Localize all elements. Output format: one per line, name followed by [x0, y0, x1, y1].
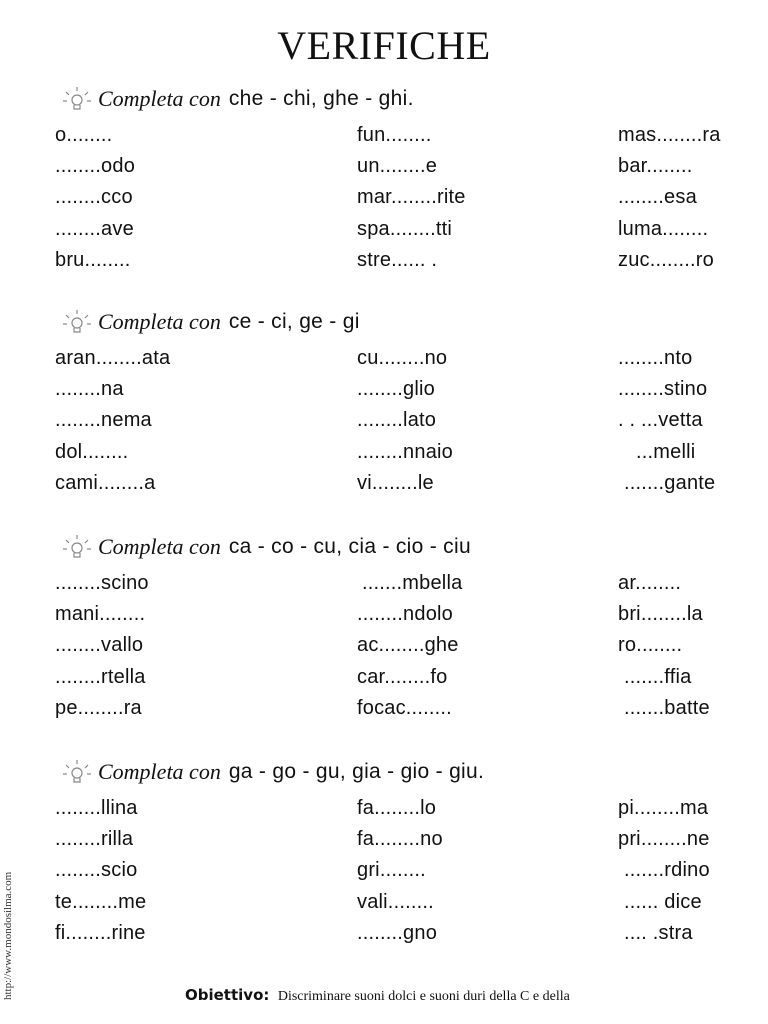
word-blank: pi........ma: [618, 797, 709, 819]
word-blank: vali........: [357, 890, 434, 913]
word-blank: stre...... .: [357, 248, 438, 271]
heading-instruction: Completa con: [98, 86, 221, 111]
word-blank: spa........tti: [357, 217, 453, 240]
word-blank: cu........no: [357, 347, 448, 369]
heading-syllables: che - chi, ghe - ghi.: [228, 87, 414, 110]
word-row: [0, 374, 768, 405]
word-blank: dol........: [55, 440, 129, 463]
word-row: [0, 887, 768, 918]
heading-instruction: Completa con: [98, 759, 221, 784]
exercise-heading: [60, 84, 414, 114]
word-blank: ........na: [55, 378, 124, 401]
word-blank: ........gno: [357, 921, 438, 944]
word-blank: bri........la: [618, 603, 703, 626]
word-blank: ........scino: [55, 572, 149, 594]
lightbulb-icon: [60, 757, 94, 787]
word-blank: gri........: [357, 859, 426, 882]
word-blank: ........stino: [618, 378, 708, 401]
source-url: http://www.mondosilma.com: [2, 871, 14, 1000]
word-blank: fa........lo: [357, 797, 437, 819]
word-blank: ........lato: [357, 409, 437, 432]
word-row: [0, 662, 768, 693]
word-blank: .......batte: [624, 696, 710, 719]
lightbulb-icon: [60, 532, 94, 562]
word-blank: fun........: [357, 124, 432, 146]
objective-label: Obiettivo:: [185, 986, 270, 1004]
word-blank: mani........: [55, 603, 146, 626]
word-grid: [0, 793, 768, 949]
word-row: [0, 855, 768, 886]
word-blank: ........nema: [55, 409, 152, 432]
word-row: [0, 599, 768, 630]
lightbulb-icon: [60, 307, 94, 337]
word-blank: mar........rite: [357, 186, 466, 209]
heading-syllables: ce - ci, ge - gi: [228, 310, 360, 333]
word-blank: mas........ra: [618, 124, 721, 146]
word-blank: ........glio: [357, 378, 435, 401]
word-grid: [0, 120, 768, 276]
word-row: [0, 437, 768, 468]
word-row: [0, 918, 768, 949]
word-row: [0, 793, 768, 824]
word-blank: .......mbella: [362, 572, 463, 594]
word-blank: car........fo: [357, 665, 448, 688]
word-blank: ...melli: [636, 440, 696, 463]
word-blank: fi........rine: [55, 921, 146, 944]
heading-syllables: ca - co - cu, cia - cio - ciu: [228, 535, 471, 558]
word-blank: fa........no: [357, 828, 443, 851]
word-blank: ........scio: [55, 859, 138, 882]
lightbulb-icon: [60, 84, 94, 114]
word-blank: zuc........ro: [618, 248, 714, 271]
word-row: [0, 151, 768, 182]
word-row: [0, 405, 768, 436]
word-blank: ro........: [618, 634, 683, 657]
word-blank: . . ...vetta: [618, 409, 703, 432]
word-row: [0, 120, 768, 151]
word-blank: .......gante: [624, 471, 716, 494]
word-blank: .......rdino: [624, 859, 710, 882]
exercise-heading: [60, 532, 471, 562]
word-blank: focac........: [357, 696, 452, 719]
word-blank: un........e: [357, 155, 438, 178]
word-blank: ........nnaio: [357, 440, 453, 463]
word-blank: ........rtella: [55, 665, 146, 688]
word-blank: .......ffia: [624, 665, 692, 688]
word-row: [0, 245, 768, 276]
word-blank: pri........ne: [618, 828, 710, 851]
word-blank: ar........: [618, 572, 682, 594]
word-blank: ........odo: [55, 155, 136, 178]
word-blank: luma........: [618, 217, 709, 240]
word-blank: ........rilla: [55, 828, 134, 851]
word-blank: bru........: [55, 248, 131, 271]
word-row: [0, 824, 768, 855]
word-row: [0, 630, 768, 661]
word-row: [0, 693, 768, 724]
word-blank: pe........ra: [55, 696, 142, 719]
exercise-heading: [60, 757, 484, 787]
word-blank: cami........a: [55, 471, 156, 494]
word-blank: ........nto: [618, 347, 693, 369]
word-blank: ........esa: [618, 186, 697, 209]
word-blank: ........cco: [55, 186, 133, 209]
word-blank: vi........le: [357, 471, 434, 494]
word-blank: ........ndolo: [357, 603, 453, 626]
word-blank: ........vallo: [55, 634, 144, 657]
exercise-heading: [60, 307, 360, 337]
word-blank: ac........ghe: [357, 634, 459, 657]
heading-instruction: Completa con: [98, 309, 221, 334]
word-blank: bar........: [618, 155, 693, 178]
word-row: [0, 343, 768, 374]
heading-instruction: Completa con: [98, 534, 221, 559]
word-blank: ...... dice: [624, 890, 702, 913]
word-blank: o........: [55, 124, 113, 146]
word-row: [0, 568, 768, 599]
word-grid: [0, 343, 768, 499]
word-row: [0, 468, 768, 499]
objective-text: Discriminare suoni dolci e suoni duri della C e della: [277, 989, 570, 1004]
word-grid: [0, 568, 768, 724]
word-blank: .... .stra: [624, 921, 693, 944]
word-blank: ........llina: [55, 797, 138, 819]
word-blank: aran........ata: [55, 347, 171, 369]
objective-footer: [185, 986, 570, 1005]
word-row: [0, 182, 768, 213]
page-title: VERIFICHE: [277, 23, 491, 68]
heading-syllables: ga - go - gu, gia - gio - giu.: [228, 760, 485, 783]
word-blank: te........me: [55, 890, 147, 913]
word-blank: ........ave: [55, 217, 134, 240]
word-row: [0, 214, 768, 245]
